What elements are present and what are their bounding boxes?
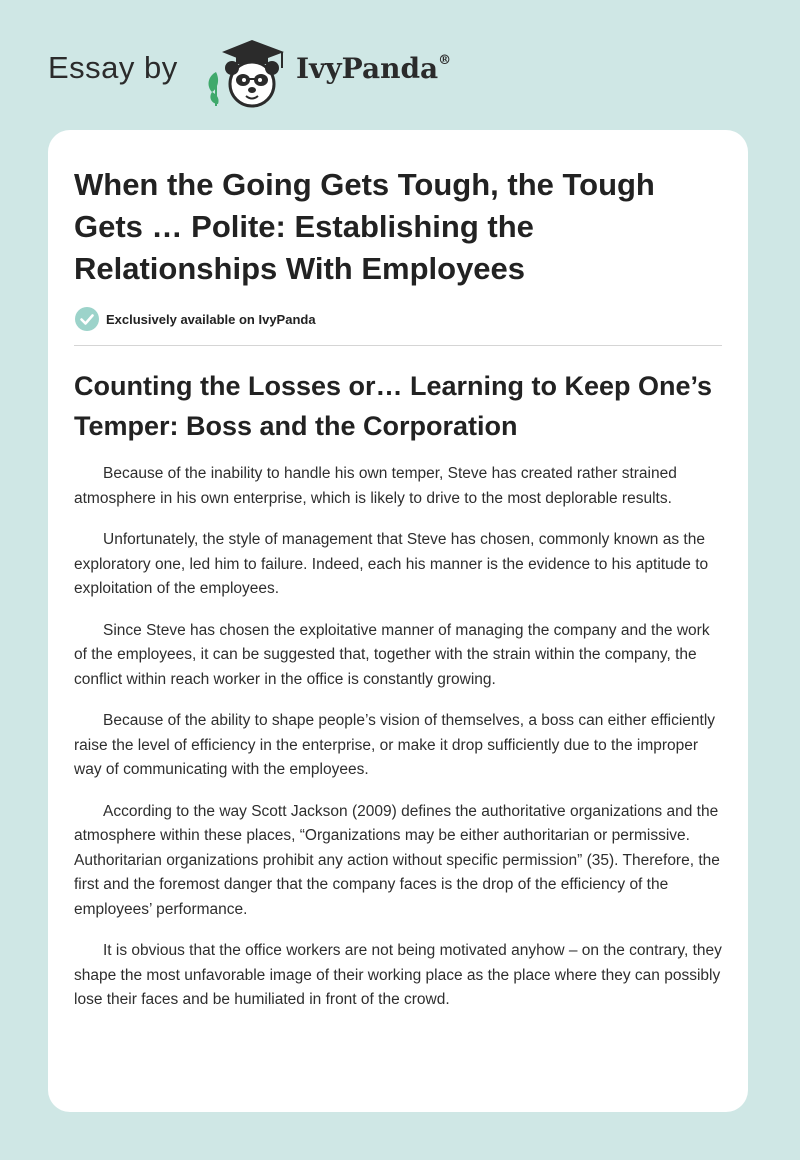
paragraph: Because of the ability to shape people’s vision of themselves, a boss can either efficiently raise the level of efficiency in the enterprise, or make it drop sufficiently due to the improper way of communicating with the employees. xyxy=(74,712,716,778)
paragraph: Unfortunately, the style of management that Steve has chosen, commonly known as the exploratory one, led him to failure. Indeed, each his manner is the evidence to his aptitude to exploitation of the employees. xyxy=(74,531,709,597)
section-heading: Counting the Losses or… Learning to Keep One’s Temper: Boss and the Corporation xyxy=(74,371,713,441)
exclusive-badge-text: Exclusively available on IvyPanda xyxy=(106,311,316,327)
paragraph: Because of the inability to handle his own temper, Steve has created rather strained atmosphere in his own enterprise, which is likely to drive to the most deplorable results. xyxy=(74,465,677,507)
brand-name: IvyPanda® xyxy=(296,52,452,85)
divider xyxy=(74,345,722,346)
page-title: When the Going Gets Tough, the Tough Gets … Polite: Establishing the Relationships With Employees xyxy=(74,167,655,286)
article-body xyxy=(74,462,724,1030)
paragraph: It is obvious that the office workers are not being motivated anyhow – on the contrary, they shape the most unfavorable image of their working place as the place where they can possibly lose their faces and be humiliated in front of the crowd. xyxy=(74,942,722,1008)
exclusive-badge xyxy=(74,306,316,332)
paragraph: According to the way Scott Jackson (2009) defines the authoritative organizations and the atmosphere within these places, “Organizations may be either authoritarian or permissive. Authoritarian organizations prohibit any action without specific permission” (35). Therefore, the first and the foremost danger that the company faces is the drop of the efficiency of the employees’ performance. xyxy=(74,802,720,918)
article-card xyxy=(48,130,748,1112)
check-circle-icon xyxy=(74,306,100,332)
brand-header xyxy=(48,30,518,110)
brand-prefix: Essay by xyxy=(48,50,178,85)
panda-graduate-icon xyxy=(202,34,292,110)
paragraph: Since Steve has chosen the exploitative manner of managing the company and the work of the employees, it can be suggested that, together with the strain within the company, the conflict within reach worker in the office is constantly growing. xyxy=(74,621,710,688)
registered-mark: ® xyxy=(438,52,452,68)
